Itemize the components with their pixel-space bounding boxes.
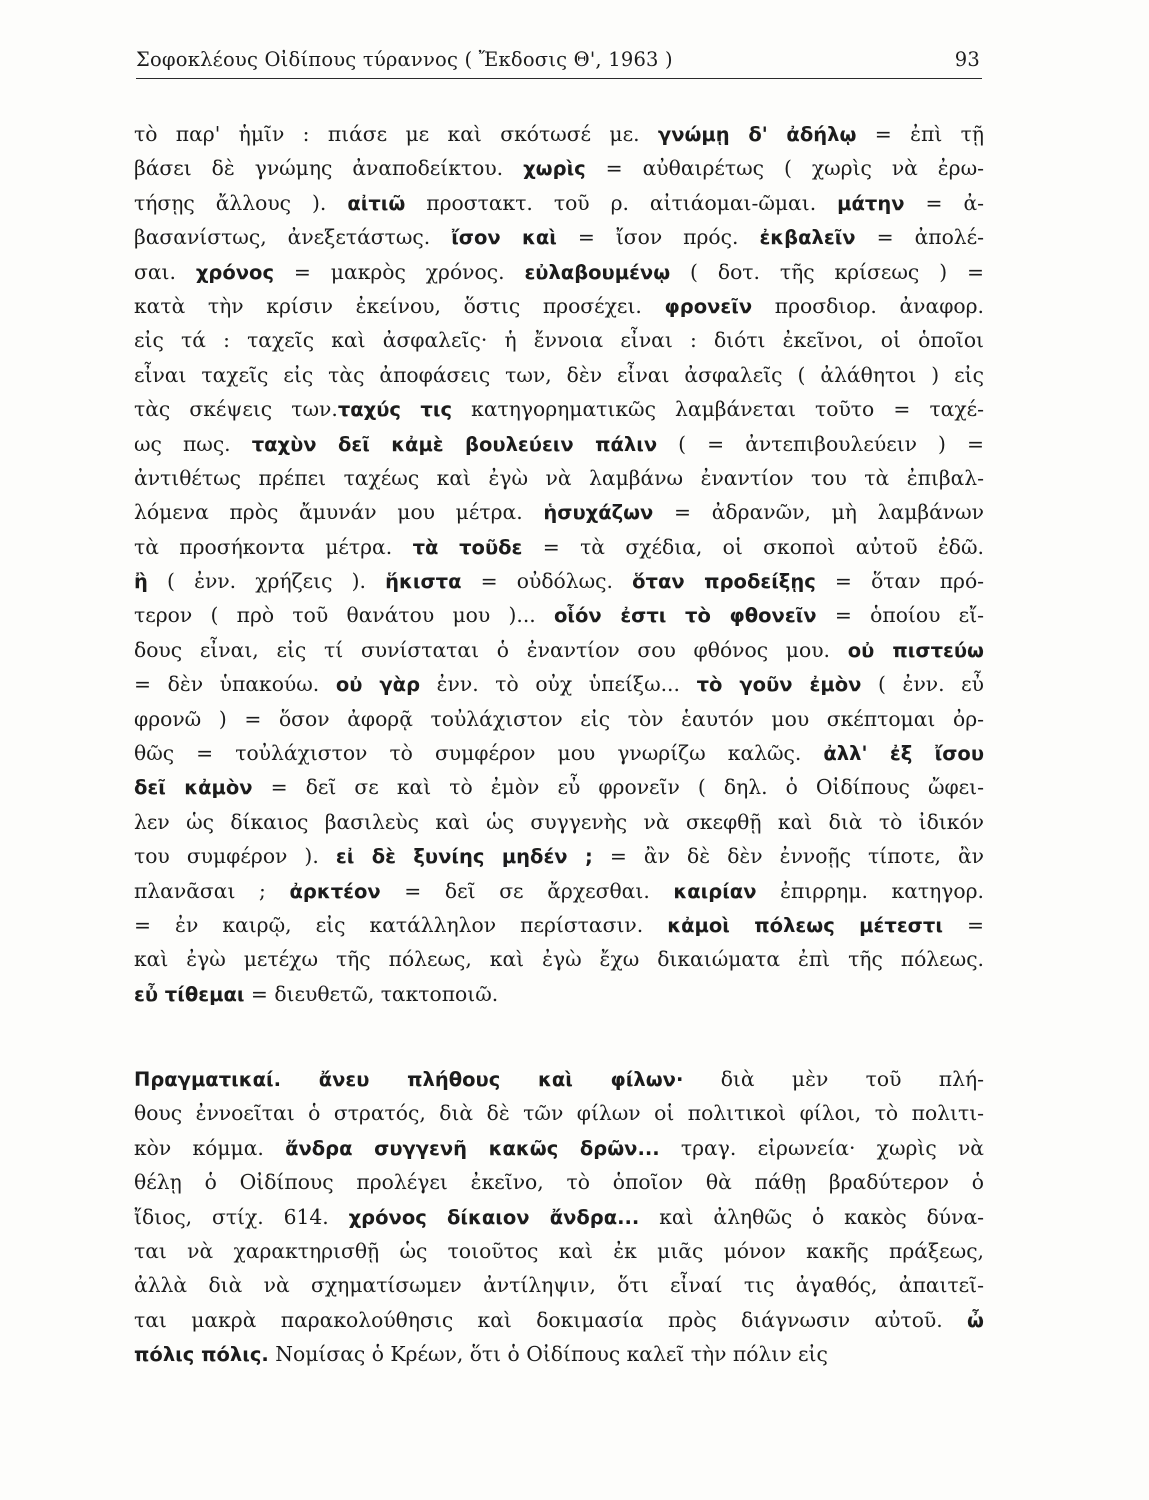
gloss-text: = τὰ σχέδια, οἱ σκοποὶ αὐτοῦ ἐδῶ. — [522, 534, 984, 559]
gloss-text: ἀλλὰ διὰ νὰ σχηματίσωμεν ἀντίληψιν, ὅτι εἶναί τις ἀγαθός, ἀπαιτεῖ- — [134, 1273, 984, 1298]
text-line — [134, 461, 984, 495]
lemma-term: οὐ γὰρ — [335, 673, 421, 697]
lemma-term: οἷόν ἐστι τὸ φθονεῖν — [554, 604, 817, 628]
gloss-text: = αὐθαιρέτως ( χωρὶς νὰ ἐρω- — [585, 156, 984, 181]
gloss-text: ἀντιθέτως πρέπει ταχέως καὶ ἐγὼ νὰ λαμβάνω ἐναντίον του τὰ ἐπιβαλ- — [134, 465, 984, 490]
gloss-text: θῶς = τοὐλάχιστον τὸ συμφέρον μου γνωρίζω καλῶς. — [134, 741, 824, 766]
lemma-term: ὦ — [967, 1308, 984, 1332]
gloss-text: θέλῃ ὁ Οἰδίπους προλέγει ἐκεῖνο, τὸ ὁποῖον θὰ πάθῃ βραδύτερον ὁ — [134, 1170, 984, 1195]
gloss-text: κὸν κόμμα. — [134, 1135, 286, 1160]
text-line — [134, 495, 984, 529]
gloss-text: ( ἐνν. χρήζεις ). — [147, 569, 386, 594]
lemma-term: οὐ πιστεύω — [847, 638, 984, 662]
lemma-term: κἀμοὶ πόλεως μέτεστι — [667, 913, 943, 937]
gloss-text: καὶ ἀληθῶς ὁ κακὸς δύνα- — [639, 1204, 984, 1229]
gloss-text: = ἐπὶ τῇ — [856, 122, 985, 146]
lemma-term: εὐλαβουμένῳ — [524, 260, 671, 284]
gloss-text: = δὲν ὑπακούω. — [134, 672, 336, 697]
gloss-text: κατὰ τὴν κρίσιν ἐκείνου, ὅστις προσέχει. — [134, 293, 665, 318]
header-title: Σοφοκλέους Οἰδίπους τύραννος ( Ἔκδοσις Θ', 1963 ) — [136, 48, 673, 71]
lemma-term: ὅταν προδείξῃς — [632, 570, 816, 594]
gloss-text: σαι. — [134, 259, 196, 284]
text-line — [134, 736, 984, 770]
lemma-term: ἥκιστα — [385, 570, 462, 594]
gloss-text: ἴδιος, στίχ. 614. — [134, 1204, 349, 1229]
gloss-text: = ὅταν πρό- — [815, 569, 985, 594]
text-line — [134, 530, 984, 564]
commentary-paragraph-2 — [134, 1062, 984, 1372]
gloss-text: βασανίστως, ἀνεξετάστως. — [134, 225, 452, 250]
gloss-text: πλανᾶσαι ; — [134, 878, 290, 903]
lemma-term: εἰ δὲ ξυνίης μηδέν ; — [335, 845, 593, 869]
gloss-text: = — [942, 912, 984, 937]
gloss-text: ἐπιρρημ. κατηγορ. — [756, 878, 984, 903]
gloss-text: = ἐν καιρῷ, εἰς κατάλληλον περίστασιν. — [134, 912, 668, 937]
lemma-term: τὸ γοῦν ἐμὸν — [696, 673, 862, 697]
gloss-text: προσδιορ. ἀναφορ. — [752, 293, 984, 318]
text-line — [134, 942, 984, 976]
gloss-text: προστακτ. τοῦ ρ. αἰτιάομαι-ῶμαι. — [405, 190, 838, 215]
text-line — [134, 908, 984, 942]
text-line — [134, 358, 984, 392]
gloss-text: ται νὰ χαρακτηρισθῇ ὡς τοιοῦτος καὶ ἐκ μιᾶς μόνον κακῆς πράξεως, — [134, 1238, 984, 1263]
gloss-text: φρονῶ ) = ὅσον ἀφορᾷ τοὐλάχιστον εἰς τὸν ἑαυτόν μου σκέπτομαι ὀρ- — [134, 706, 984, 731]
lemma-term: ἀρκτέον — [289, 879, 381, 903]
lemma-term: ἐκβαλεῖν — [759, 226, 856, 250]
lemma-term: γνώμῃ δ' ἀδήλῳ — [657, 123, 857, 146]
gloss-text: εἰς τά : ταχεῖς καὶ ἀσφαλεῖς· ἡ ἔννοια εἶναι : διότι ἐκεῖνοι, οἱ ὁποῖοι — [134, 328, 984, 353]
text-line — [134, 1096, 984, 1130]
gloss-text: εἶναι ταχεῖς εἰς τὰς ἀποφάσεις των, δὲν εἶναι ἀσφαλεῖς ( ἀλάθητοι ) εἰς — [134, 362, 984, 387]
lemma-term: χρόνος δίκαιον ἄνδρα... — [348, 1205, 640, 1229]
gloss-text: τὸ παρ' ἡμῖν : πιάσε με καὶ σκότωσέ με. — [134, 122, 658, 146]
gloss-text: τερον ( πρὸ τοῦ θανάτου μου )... — [134, 603, 555, 628]
text-line — [134, 564, 984, 598]
text-line — [134, 598, 984, 632]
gloss-text: = ἂν δὲ δὲν ἐννοῇς τίποτε, ἂν — [592, 844, 984, 869]
gloss-text: = δεῖ σε καὶ τὸ ἐμὸν εὖ φρονεῖν ( δηλ. ὁ Οἰδίπους ὤφει- — [252, 775, 984, 800]
text-line — [134, 667, 984, 701]
text-line — [134, 220, 984, 254]
text-line — [134, 392, 984, 426]
gloss-text: θους ἐννοεῖται ὁ στρατός, διὰ δὲ τῶν φίλων οἱ πολιτικοὶ φίλοι, τὸ πολιτι- — [134, 1101, 984, 1126]
lemma-term: εὖ τίθεμαι — [134, 982, 245, 1006]
lemma-term: ἡσυχάζων — [543, 501, 654, 525]
gloss-text: ως πως. — [134, 431, 252, 456]
gloss-text: = ἀ- — [904, 190, 984, 215]
text-line — [134, 323, 984, 357]
gloss-text: διὰ μὲν τοῦ πλή- — [683, 1067, 984, 1091]
lemma-term: ἀλλ' ἐξ ἴσου — [823, 742, 984, 766]
text-line — [134, 1268, 984, 1302]
gloss-text: τραγ. εἰρωνεία· χωρὶς νὰ — [659, 1135, 984, 1160]
gloss-text: καὶ ἐγὼ μετέχω τῆς πόλεως, καὶ ἐγὼ ἔχω δικαιώματα ἐπὶ τῆς πόλεως. — [134, 947, 984, 972]
commentary-paragraph-1 — [134, 117, 984, 1011]
lemma-term: καιρίαν — [673, 879, 757, 903]
text-line — [134, 289, 984, 323]
lemma-term: δεῖ κἀμὸν — [134, 776, 253, 800]
gloss-text: = διευθετῶ, τακτοποιῶ. — [244, 981, 499, 1006]
gloss-text: = μακρὸς χρόνος. — [274, 259, 525, 284]
gloss-text: τήσῃς ἄλλους ). — [134, 190, 348, 215]
gloss-text: δους εἶναι, εἰς τί συνίσταται ὁ ἐναντίον σου φθόνος μου. — [134, 637, 848, 662]
text-line — [134, 1131, 984, 1165]
lemma-term: ἢ — [134, 570, 148, 594]
lemma-term: Πραγματικαί. ἄνευ πλήθους καὶ φίλων· — [134, 1068, 684, 1091]
gloss-text: = δεῖ σε ἄρχεσθαι. — [380, 878, 674, 903]
gloss-text: ται μακρὰ παρακολούθησις καὶ δοκιμασία πρὸς διάγνωσιν αὐτοῦ. — [134, 1307, 968, 1332]
text-line — [134, 1303, 984, 1337]
gloss-text: βάσει δὲ γνώμης ἀναποδείκτου. — [134, 156, 524, 181]
lemma-term: φρονεῖν — [664, 294, 753, 318]
text-line — [134, 255, 984, 289]
text-line — [134, 702, 984, 736]
lemma-term: ἄνδρα συγγενῆ κακῶς δρῶν... — [285, 1136, 660, 1160]
lemma-term: ἴσον καὶ — [451, 226, 557, 250]
text-line — [134, 1200, 984, 1234]
lemma-term: πόλις πόλις. — [134, 1343, 269, 1367]
text-line — [134, 1234, 984, 1268]
gloss-text: του συμφέρον ). — [134, 844, 336, 869]
text-line — [134, 151, 984, 185]
gloss-text: = ἴσον πρός. — [556, 225, 760, 250]
gloss-text: κατηγορηματικῶς λαμβάνεται τοῦτο = ταχέ- — [452, 397, 985, 422]
lemma-term: τὰ τοῦδε — [412, 535, 523, 559]
gloss-text: ἐνν. τὸ οὐχ ὑπείξω... — [420, 672, 697, 697]
gloss-text: = οὐδόλως. — [461, 569, 633, 594]
running-header — [136, 44, 982, 79]
gloss-text: λόμενα πρὸς ἄμυνάν μου μέτρα. — [134, 500, 544, 525]
text-line — [134, 1337, 984, 1371]
text-line — [134, 805, 984, 839]
text-line — [134, 186, 984, 220]
text-line — [134, 977, 984, 1011]
lemma-term: αἰτιῶ — [347, 191, 406, 215]
text-line — [134, 427, 984, 461]
text-line — [134, 633, 984, 667]
gloss-text: = ἀδρανῶν, μὴ λαμβάνων — [653, 500, 984, 525]
gloss-text: = ἀπολέ- — [855, 225, 985, 250]
gloss-text: = ὁποίου εἴ- — [816, 603, 984, 628]
gloss-text: τὰς σκέψεις των. — [134, 397, 338, 422]
gloss-text: λεν ὡς δίκαιος βασιλεὺς καὶ ὡς συγγενὴς νὰ σκεφθῇ καὶ διὰ τὸ ἰδικόν — [134, 809, 984, 834]
gloss-text: ( = ἀντεπιβουλεύειν ) = — [657, 431, 984, 456]
text-line — [134, 770, 984, 804]
text-line — [134, 1165, 984, 1199]
gloss-text: τὰ προσήκοντα μέτρα. — [134, 534, 413, 559]
lemma-term: χωρὶς — [523, 157, 586, 181]
text-line — [134, 117, 984, 151]
gloss-text: Νομίσας ὁ Κρέων, ὅτι ὁ Οἰδίπους καλεῖ τὴν πόλιν εἰς — [268, 1342, 828, 1367]
lemma-term: μάτην — [837, 191, 905, 215]
page-number: 93 — [954, 48, 980, 71]
text-line — [134, 874, 984, 908]
text-line — [134, 839, 984, 873]
gloss-text: ( ἐνν. εὖ — [861, 672, 985, 697]
text-line — [134, 1062, 984, 1096]
lemma-term: ταχὺν δεῖ κἀμὲ βουλεύειν πάλιν — [251, 432, 658, 456]
lemma-term: χρόνος — [195, 260, 275, 284]
lemma-term: ταχύς τις — [337, 398, 453, 422]
gloss-text: ( δοτ. τῆς κρίσεως ) = — [670, 259, 984, 284]
